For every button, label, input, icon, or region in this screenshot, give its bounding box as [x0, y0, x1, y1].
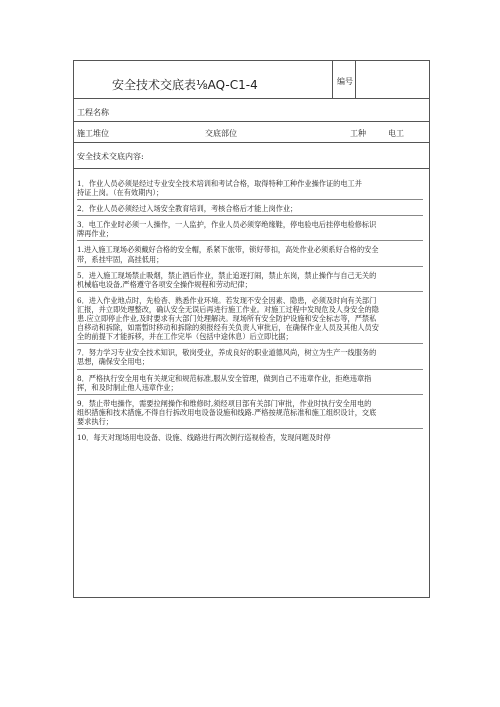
disclosure-item-line: 组织措施和技术措施,不得自行拆改用电设备设施和线路.严格按规范标准和施工组织设计，交底: [77, 407, 377, 417]
disclosure-item: [77, 177, 423, 197]
disclosure-item-line: 带，系挂牢固，高挂低用；: [77, 254, 164, 264]
divider: [332, 61, 333, 98]
trade-label: 工种: [350, 129, 366, 138]
divider: [74, 121, 429, 122]
disclosure-item: [77, 428, 423, 442]
divider: [74, 168, 429, 169]
disclosure-part-label: 交底部位: [205, 129, 237, 138]
safety-disclosure-form: [73, 60, 430, 598]
number-label: 编号: [337, 77, 353, 86]
disclosure-item-line: 思想，确保安全用电；: [77, 357, 149, 367]
disclosure-item: [77, 394, 423, 426]
content-label: 安全技术交底内容:: [77, 152, 144, 161]
disclosure-item-line: 10．每天对现场用电设备、设施、线路进行两次例行巡视检杳，发现问题及时停: [77, 432, 331, 442]
disclosure-item-line: 汇报，并立即处理整改，确认安全无误后再进行施工作业。对施工过程中发现危及人身安全的隐: [77, 304, 379, 314]
divider: [355, 61, 356, 98]
disclosure-item: [77, 199, 423, 213]
construction-unit-label: 施工堆位: [77, 129, 109, 138]
disclosure-item-line: 1．作业人员必须是经过专业安全技术培训和考试合格，取得特种工种作业操作证的电工并: [77, 179, 362, 188]
disclosure-item-line: 9．禁止带电操作，需要拉闸操作和维修时,须经项目部有关部门审批，作业时执行安全用电的: [77, 398, 372, 408]
disclosure-item: [77, 369, 423, 392]
disclosure-item-line: 2．作业人员必须经过入场安全教育培训，考核合格后才能上岗作业；: [77, 204, 298, 214]
disclosure-item-line: 牌再作业；: [77, 229, 113, 239]
disclosure-item-line: 7．努力学习专业安全技术知识，敬岗受业，养成良好的职业道德风尚，树立为生产一线服务的: [77, 348, 377, 358]
disclosure-item-line: 持证上岗。（在有效期内）；: [77, 188, 164, 198]
disclosure-item-line: 挥，和及时制止他人违章作业；: [77, 382, 178, 392]
disclosure-item-line: 要求执行；: [77, 416, 113, 426]
disclosure-item: [77, 215, 423, 238]
disclosure-item-line: 6．进入作业地点时，先检杳、熟悉作业环境。若发现不安全因素、隐患，必须及时向有关部门: [77, 295, 377, 305]
disclosure-item-line: 全的前提下才能拆移，并在工作完毕（包括中途休息）后立即比据；: [77, 332, 293, 342]
disclosure-item-line: 1.进入施工现场必须戴好合格的安全帽，系紧下旅带，锁好带扣，高处作业必须系好合格的安全: [77, 245, 379, 255]
disclosure-item: [77, 343, 423, 366]
disclosure-item: [77, 291, 423, 341]
disclosure-content: [77, 177, 423, 442]
form-title: 安全技术交底表⅛AQ-C1-4: [112, 78, 258, 92]
disclosure-item-line: 5．进入施工现场禁止吸烟，禁止酒后作业，禁止追逐打闹，禁止东岗，禁止操作与自己无关的: [77, 270, 377, 280]
divider: [74, 142, 429, 143]
disclosure-item: [77, 240, 423, 263]
disclosure-item: [77, 266, 423, 289]
disclosure-item-line: 患.应立即停止作业,及时要求有大部门处理解决。现场所有安全防护设施和安全标志等，严禁私: [77, 314, 377, 324]
divider: [74, 98, 429, 99]
disclosure-item-line: 3．电工作业时必须一人操作，一人监护，作业人员必须穿绝缘鞋，停电验电后挂停电检修标识: [77, 220, 377, 230]
disclosure-item-line: 8．严格执行安全用电有关规定和规范标准,服从安全管理，做到自己不违章作业，拒绝违章指: [77, 373, 372, 383]
disclosure-item-line: 自移动和拆除，如需暂时移动和拆除的须报经有关负责人审批后，在确保作业人员及其他人员安: [77, 323, 379, 333]
project-name-label: 工程名称: [77, 108, 109, 117]
trade-value: 电工: [388, 129, 404, 138]
disclosure-item-line: 机械临电设备,严格遵守各项安全操作规程和劳动纪律；: [77, 279, 252, 289]
